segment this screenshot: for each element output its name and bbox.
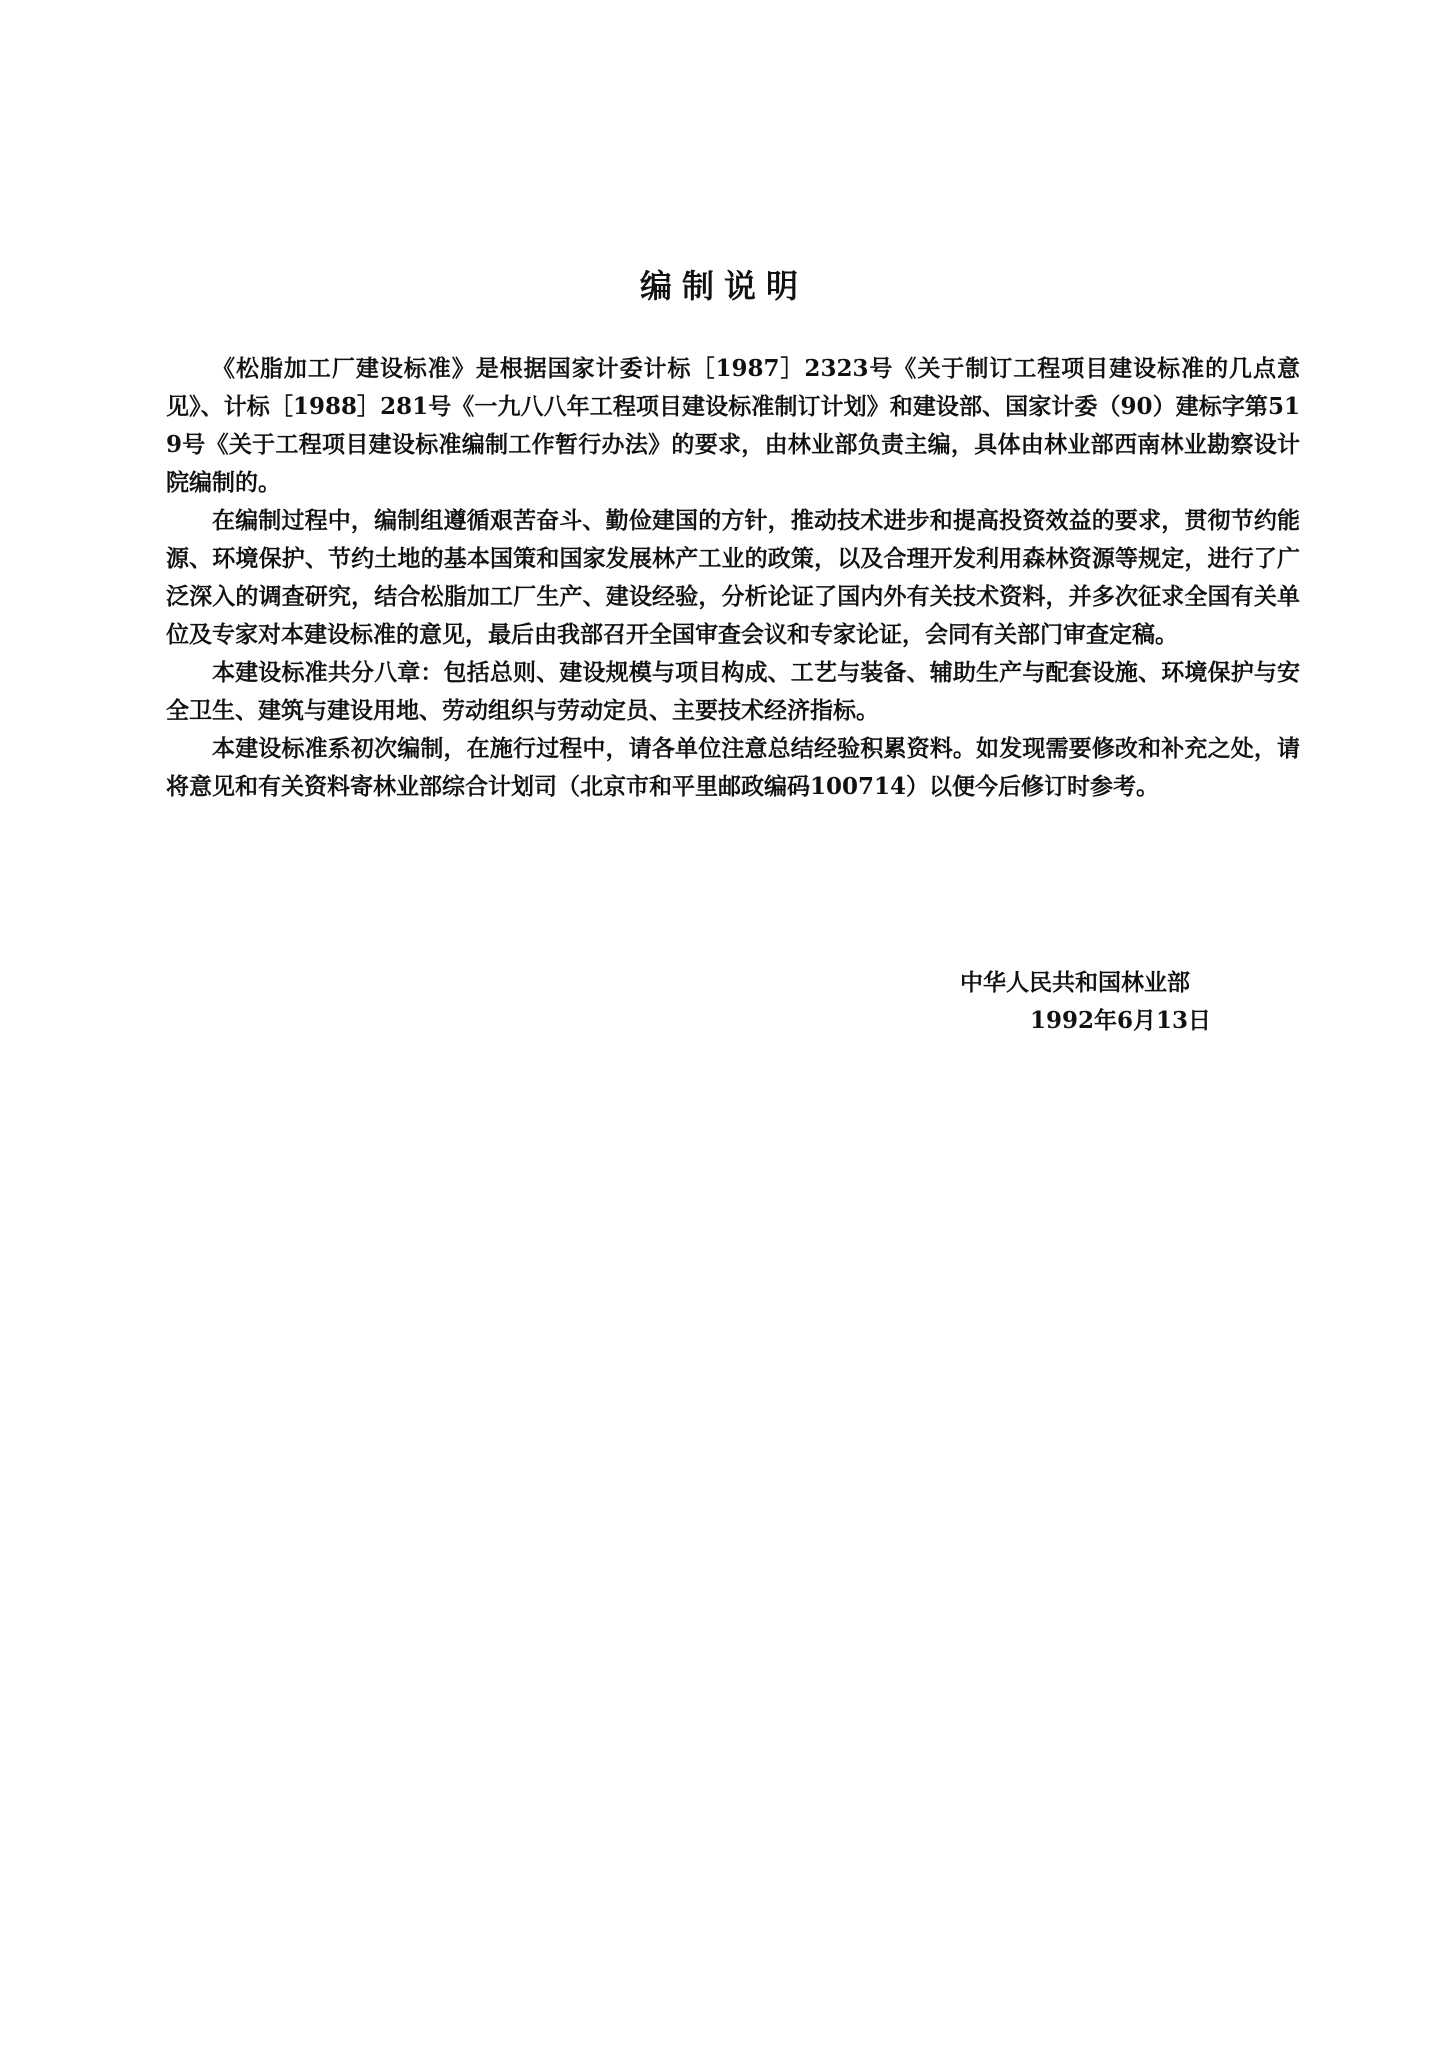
paragraph-2: 在编制过程中，编制组遵循艰苦奋斗、勤俭建国的方针，推动技术进步和提高投资效益的要求，贯彻节约能源、环境保护、节约土地的基本国策和国家发展林产工业的政策，以及合理开发利用森林资源等规定，进行了广泛深入的调查研究，结合松脂加工厂生产、建设经验，分析论证了国内外有关技术资料，并多次征求全国有关单位及专家对本建设标准的意见，最后由我部召开全国审查会议和专家论证，会同有关部门审查定稿。: [166, 507, 1300, 648]
signature-block: [960, 964, 1280, 1040]
paragraph-1: 《松脂加工厂建设标准》是根据国家计委计标［1987］2323号《关于制订工程项目建设标准的几点意见》、计标［1988］281号《一九八八年工程项目建设标准制订计划》和建设部、国家计委（90）建标字第519号《关于工程项目建设标准编制工作暂行办法》的要求，由林业部负责主编，具体由林业部西南林业勘察设计院编制的。: [166, 355, 1300, 496]
signature-date: 1992年6月13日: [1030, 1007, 1212, 1034]
document-title: 编制说明: [639, 267, 808, 305]
paragraph-4: 本建设标准系初次编制，在施行过程中，请各单位注意总结经验积累资料。如发现需要修改和补充之处，请将意见和有关资料寄林业部综合计划司（北京市和平里邮政编码100714）以便今后修订时参考。: [166, 735, 1300, 800]
document-body: [166, 350, 1300, 806]
signature-organization: 中华人民共和国林业部: [960, 969, 1190, 996]
paragraph-3: 本建设标准共分八章：包括总则、建设规模与项目构成、工艺与装备、辅助生产与配套设施、环境保护与安全卫生、建筑与建设用地、劳动组织与劳动定员、主要技术经济指标。: [166, 659, 1300, 724]
